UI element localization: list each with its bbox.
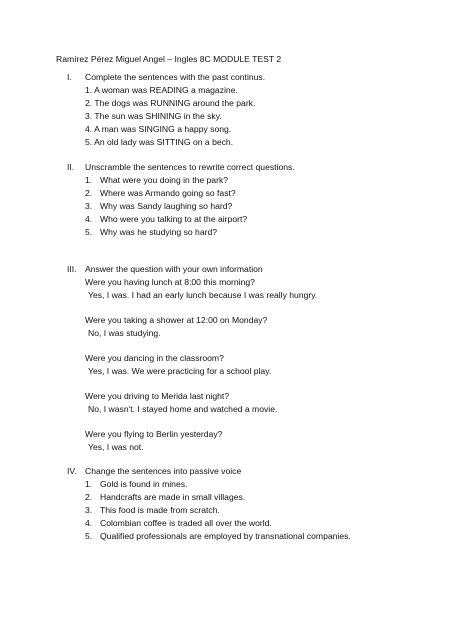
qa-pair (67, 315, 462, 341)
item-number: 3. (85, 505, 93, 515)
item-text: This food is made from scratch. (100, 505, 220, 515)
section-3-numeral: III. (67, 264, 77, 274)
item-text: The sun was SHINING in the sky. (94, 111, 222, 121)
item-number: 2. (85, 492, 93, 502)
item-number: 4. (85, 124, 93, 134)
list-item (67, 137, 462, 150)
section-4-numeral: IV. (67, 466, 77, 476)
item-text: Qualified professionals are employed by transnational companies. (100, 531, 351, 541)
section-2-heading (67, 162, 462, 175)
qa-pair (67, 429, 462, 455)
list-item (67, 124, 462, 137)
item-number: 3. (85, 111, 93, 121)
qa-pair (67, 277, 462, 303)
question-text: Were you having lunch at 8:00 this morning? (85, 277, 255, 287)
question-text: Were you taking a shower at 12:00 on Monday? (85, 315, 268, 325)
list-item (67, 175, 462, 188)
section-1 (67, 72, 462, 150)
answer-text: No, I wasn't. I stayed home and watched a movie. (88, 404, 278, 414)
section-1-numeral: I. (67, 72, 72, 82)
item-text: Why was he studying so hard? (100, 227, 218, 237)
list-item (67, 98, 462, 111)
document-header: Ramírez Pérez Miguel Angel – Ingles 8C MODULE TEST 2 (56, 54, 282, 64)
section-2-title: Unscramble the sentences to rewrite correct questions. (85, 162, 295, 172)
answer-text: Yes, I was not. (88, 442, 144, 452)
item-text: A man was SINGING a happy song. (94, 124, 232, 134)
section-4 (67, 466, 462, 544)
list-item (67, 201, 462, 214)
section-2 (67, 162, 462, 240)
question-text: Were you driving to Merida last night? (85, 391, 230, 401)
item-text: Colombian coffee is traded all over the world. (100, 518, 272, 528)
answer-text: No, I was studying. (88, 328, 161, 338)
item-text: Gold is found in mines. (100, 479, 188, 489)
question-text: Were you dancing in the classroom? (85, 353, 224, 363)
question-text: Were you flying to Berlin yesterday? (85, 429, 223, 439)
list-item (67, 188, 462, 201)
item-number: 2. (85, 98, 93, 108)
list-item (67, 531, 462, 544)
section-3-heading (67, 264, 462, 277)
item-number: 5. (85, 531, 93, 541)
qa-pair (67, 391, 462, 417)
section-3 (67, 264, 462, 455)
answer-text: Yes, I was. We were practicing for a school play. (88, 366, 272, 376)
list-item (67, 85, 462, 98)
qa-pair (67, 353, 462, 379)
item-number: 5. (85, 137, 93, 147)
section-1-title: Complete the sentences with the past continus. (85, 72, 266, 82)
item-number: 4. (85, 214, 93, 224)
item-text: A woman was READING a magazine. (94, 85, 238, 95)
list-item (67, 479, 462, 492)
item-number: 3. (85, 201, 93, 211)
section-4-heading (67, 466, 462, 479)
section-4-title: Change the sentences into passive voice (85, 466, 242, 476)
list-item (67, 227, 462, 240)
answer-text: Yes, I was. I had an early lunch because I was really hungry. (88, 290, 318, 300)
item-text: The dogs was RUNNING around the park. (94, 98, 256, 108)
item-number: 2. (85, 188, 93, 198)
list-item (67, 505, 462, 518)
section-2-numeral: II. (67, 162, 75, 172)
item-number: 4. (85, 518, 93, 528)
item-text: Where was Armando going so fast? (100, 188, 236, 198)
item-text: Who were you talking to at the airport? (100, 214, 248, 224)
section-1-heading (67, 72, 462, 85)
item-number: 5. (85, 227, 93, 237)
item-number: 1. (85, 85, 93, 95)
item-text: Why was Sandy laughing so hard? (100, 201, 233, 211)
item-text: What were you doing in the park? (100, 175, 229, 185)
item-number: 1. (85, 479, 93, 489)
section-3-title: Answer the question with your own information (85, 264, 263, 274)
item-number: 1. (85, 175, 93, 185)
list-item (67, 518, 462, 531)
list-item (67, 492, 462, 505)
item-text: An old lady was SITTING on a bech. (94, 137, 234, 147)
list-item (67, 111, 462, 124)
item-text: Handcrafts are made in small villages. (100, 492, 246, 502)
list-item (67, 214, 462, 227)
